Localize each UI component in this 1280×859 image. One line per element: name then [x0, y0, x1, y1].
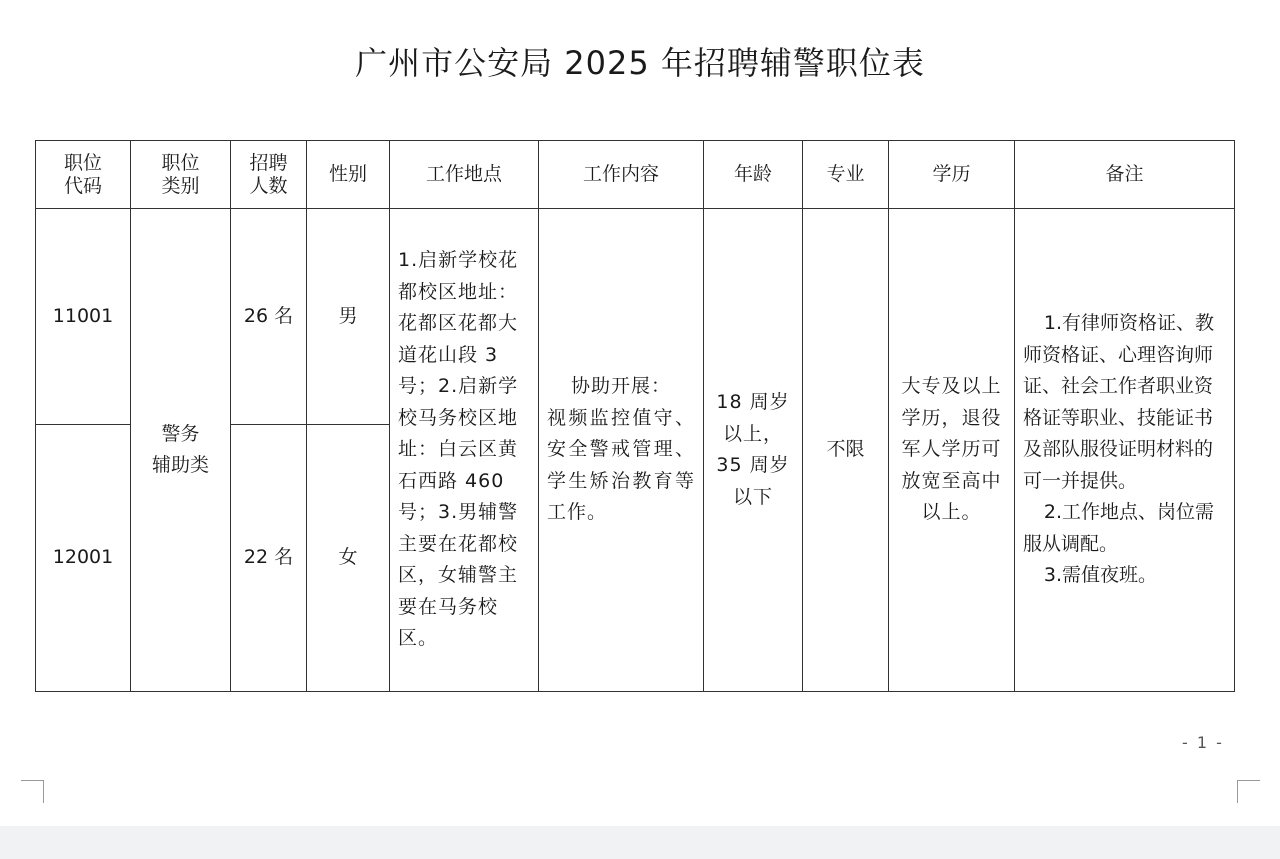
cell-education: 大专及以上学历，退役军人学历可放宽至高中以上。 [889, 209, 1015, 692]
cell-count: 26 名 [231, 209, 307, 425]
header-count-line-1: 招聘 [249, 151, 288, 174]
remark-item: 1.有律师资格证、教师资格证、心理咨询师证、社会工作者职业资格证等职业、技能证书及部队服役证明材料的可一并提供。 [1023, 312, 1215, 492]
header-remarks: 备注 [1015, 141, 1235, 209]
header-education: 学历 [889, 141, 1015, 209]
header-category-line-1: 职位 [161, 151, 200, 174]
header-content: 工作内容 [539, 141, 704, 209]
page-corner-mark-right [1237, 780, 1260, 803]
job-positions-table [35, 140, 1235, 692]
header-category-line-2: 类别 [161, 174, 200, 197]
cell-gender: 男 [307, 209, 390, 425]
cell-category [131, 209, 231, 692]
header-count [231, 141, 307, 209]
header-gender: 性别 [307, 141, 390, 209]
header-age: 年龄 [704, 141, 803, 209]
remark-item: 2.工作地点、岗位需服从调配。 [1023, 501, 1215, 555]
header-location: 工作地点 [390, 141, 539, 209]
cell-code: 11001 [36, 209, 131, 425]
table-row [36, 209, 1235, 425]
cell-count: 22 名 [231, 425, 307, 692]
cell-location: 1.启新学校花都校区地址：花都区花都大道花山段 3 号；2.启新学校马务校区地址：白云区黄石西路 460 号；3.男辅警主要在花都校区，女辅警主要在马务校区。 [390, 209, 539, 692]
page-gap-area [0, 826, 1280, 859]
header-code-line-1: 职位 [63, 151, 102, 174]
content-detail: 视频监控值守、安全警戒管理、学生矫治教育等工作。 [547, 406, 695, 524]
page-number: - 1 - [1182, 733, 1224, 752]
header-major: 专业 [803, 141, 889, 209]
table-header-row [36, 141, 1235, 209]
cell-major: 不限 [803, 209, 889, 692]
category-line-2: 辅助类 [151, 454, 209, 476]
cell-remarks [1015, 209, 1235, 692]
header-count-line-2: 人数 [249, 174, 288, 197]
category-line-1: 警务 [161, 422, 200, 445]
cell-age: 18 周岁以上，35 周岁以下 [704, 209, 803, 692]
page-title: 广州市公安局 2025 年招聘辅警职位表 [355, 44, 925, 82]
header-category [131, 141, 231, 209]
remark-item: 3.需值夜班。 [1043, 564, 1158, 587]
cell-content [539, 209, 704, 692]
cell-gender: 女 [307, 425, 390, 692]
cell-code: 12001 [36, 425, 131, 692]
content-intro: 协助开展： [570, 375, 671, 398]
header-code-line-2: 代码 [63, 174, 102, 197]
header-code [36, 141, 131, 209]
page-corner-mark-left [21, 780, 44, 803]
